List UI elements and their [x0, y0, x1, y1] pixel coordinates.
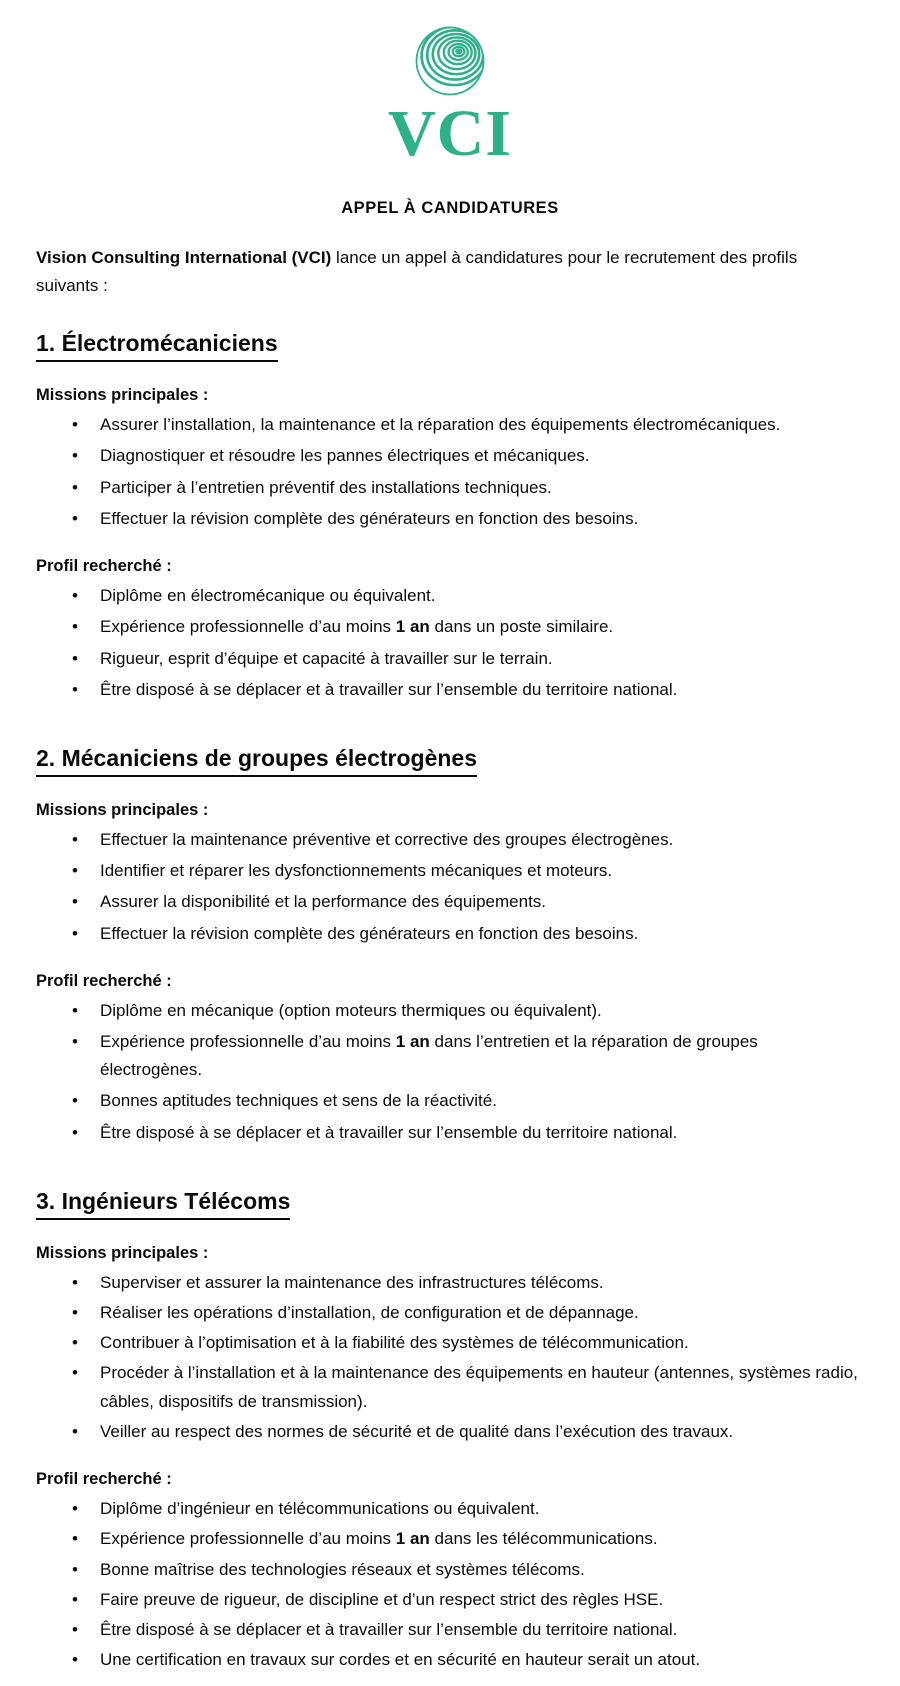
job-section — [36, 329, 864, 704]
list-item — [36, 1028, 864, 1084]
list-item: • Bonne maîtrise des technologies réseaux et systèmes télécoms. — [36, 1556, 864, 1584]
profil-label: Profil recherché : — [36, 557, 172, 576]
missions-list — [36, 411, 864, 533]
list-item: • Veiller au respect des normes de sécurité et de qualité dans l’exécution des travaux. — [36, 1418, 864, 1446]
list-item: • Faire preuve de rigueur, de discipline et d’un respect strict des règles HSE. — [36, 1586, 864, 1614]
list-item-text-tail: dans les télécommunications. — [429, 1529, 658, 1549]
list-item: • Effectuer la maintenance préventive et corrective des groupes électrogènes. — [36, 826, 864, 854]
missions-list — [36, 1269, 864, 1446]
list-item — [36, 1525, 864, 1553]
list-item-emphasis: 1 an — [395, 1529, 430, 1549]
list-item: • Bonnes aptitudes techniques et sens de la réactivité. — [36, 1087, 864, 1115]
list-item-text-tail: dans l’entretien et la réparation de groupes électrogènes. — [100, 1032, 758, 1080]
list-item: • Diplôme en électromécanique ou équivalent. — [36, 582, 864, 610]
section-heading — [36, 744, 864, 777]
list-item-emphasis: 1 an — [395, 1032, 430, 1051]
section-heading — [36, 1187, 864, 1220]
list-item: • Diplôme en mécanique (option moteurs thermiques ou équivalent). — [36, 997, 864, 1025]
list-item-text: Expérience professionnelle d’au moins — [100, 1529, 396, 1549]
list-item: • Contribuer à l’optimisation et à la fiabilité des systèmes de télécommunication. — [36, 1329, 864, 1357]
intro-rest: lance un appel à candidatures pour le recrutement des profils suivants : — [36, 248, 798, 295]
list-item: • Assurer la disponibilité et la performance des équipements. — [36, 888, 864, 916]
missions-label: Missions principales : — [36, 800, 209, 819]
missions-list — [36, 826, 864, 948]
list-item: • Diplôme d’ingénieur en télécommunications ou équivalent. — [36, 1495, 864, 1523]
section-heading — [36, 329, 864, 362]
list-item: • Être disposé à se déplacer et à travailler sur l’ensemble du territoire national. — [36, 676, 864, 704]
section-heading-text: 1. Électromécaniciens — [36, 329, 278, 362]
list-item: • Une certification en travaux sur cordes et en sécurité en hauteur serait un atout. — [36, 1646, 864, 1674]
section-heading-text: 2. Mécaniciens de groupes électrogènes — [36, 744, 477, 777]
profil-list — [36, 582, 864, 704]
list-item — [36, 613, 864, 641]
missions-label: Missions principales : — [36, 386, 209, 405]
brand-wordmark: VCI — [387, 97, 512, 170]
section-heading-text: 3. Ingénieurs Télécoms — [36, 1187, 290, 1220]
job-section — [36, 1187, 864, 1675]
list-item-text: Expérience professionnelle d’au moins — [100, 617, 396, 637]
brand-logo — [36, 0, 864, 173]
globe-spiral-icon — [407, 18, 493, 104]
list-item: • Réaliser les opérations d’installation, de configuration et de dépannage. — [36, 1299, 864, 1327]
list-item: • Assurer l’installation, la maintenance et la réparation des équipements électromécaniques. — [36, 411, 864, 439]
intro-paragraph — [36, 244, 864, 299]
list-item: • Rigueur, esprit d’équipe et capacité à travailler sur le terrain. — [36, 645, 864, 673]
profil-label: Profil recherché : — [36, 1470, 172, 1489]
list-item: • Effectuer la révision complète des générateurs en fonction des besoins. — [36, 920, 864, 948]
profil-list — [36, 1495, 864, 1674]
list-item: • Participer à l’entretien préventif des installations techniques. — [36, 474, 864, 502]
page-title: APPEL À CANDIDATURES — [341, 199, 559, 218]
list-item: • Identifier et réparer les dysfonctionnements mécaniques et moteurs. — [36, 857, 864, 885]
list-item: • Procéder à l’installation et à la maintenance des équipements en hauteur (antennes, systèmes radio, câbles, dispositifs de transmission). — [36, 1359, 864, 1415]
list-item: • Être disposé à se déplacer et à travailler sur l’ensemble du territoire national. — [36, 1119, 864, 1147]
list-item-text-tail: dans un poste similaire. — [429, 617, 614, 637]
list-item: • Effectuer la révision complète des générateurs en fonction des besoins. — [36, 505, 864, 533]
list-item: • Être disposé à se déplacer et à travailler sur l’ensemble du territoire national. — [36, 1616, 864, 1644]
job-section — [36, 744, 864, 1147]
list-item-emphasis: 1 an — [395, 617, 430, 637]
list-item-text: Expérience professionnelle d’au moins — [100, 1032, 396, 1051]
list-item: • Diagnostiquer et résoudre les pannes électriques et mécaniques. — [36, 442, 864, 470]
sections-container — [36, 329, 864, 1674]
intro-lead: Vision Consulting International (VCI) — [36, 248, 332, 268]
profil-label: Profil recherché : — [36, 971, 172, 990]
list-item: • Superviser et assurer la maintenance des infrastructures télécoms. — [36, 1269, 864, 1297]
missions-label: Missions principales : — [36, 1243, 209, 1262]
profil-list — [36, 997, 864, 1147]
